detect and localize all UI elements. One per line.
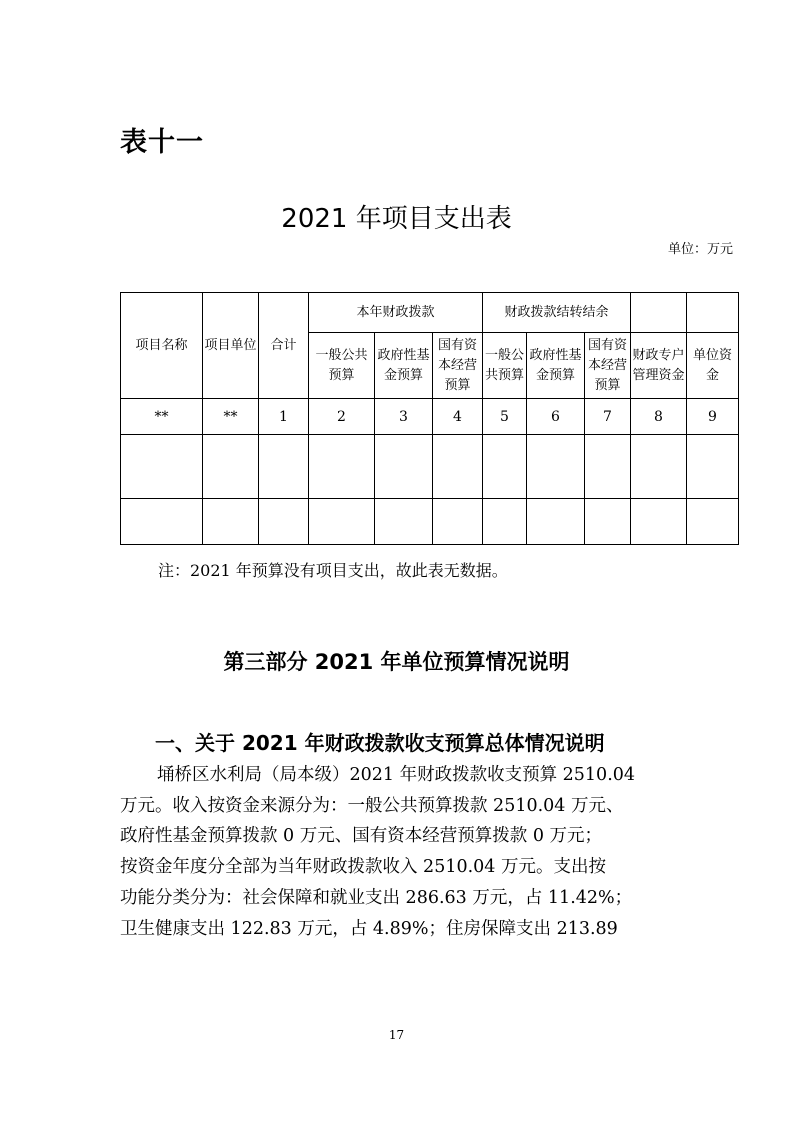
- project-expenditure-table: [120, 292, 739, 545]
- header-carryover-gov-fund-budget: 政府性基 金预算: [527, 333, 585, 399]
- paragraph-line: 功能分类分为：社会保障和就业支出 286.63 万元，占 11.42%；: [120, 887, 633, 908]
- header-total: 合计: [259, 293, 309, 399]
- header-current-year-appropriation: 本年财政拨款: [309, 293, 483, 333]
- part-heading: 第三部分 2021 年单位预算情况说明: [223, 650, 570, 674]
- header-empty-top-8: [631, 293, 687, 333]
- index-cell: 2: [309, 399, 375, 435]
- table-label: 表十一: [120, 127, 204, 158]
- header-special-account-funds: 财政专户 管理资金: [631, 333, 687, 399]
- paragraph-line: 埇桥区水利局（局本级）2021 年财政拨款收支预算 2510.04: [157, 765, 636, 785]
- header-project-name: 项目名称: [121, 293, 203, 399]
- section-heading: 一、关于 2021 年财政拨款收支预算总体情况说明: [155, 731, 605, 755]
- index-cell: 5: [483, 399, 527, 435]
- paragraph-line: 万元。收入按资金来源分为：一般公共预算拨款 2510.04 万元、: [120, 795, 624, 816]
- index-cell: **: [203, 399, 259, 435]
- table-note: 注：2021 年预算没有项目支出，故此表无数据。: [158, 561, 508, 580]
- index-cell: 4: [433, 399, 483, 435]
- index-cell: 6: [527, 399, 585, 435]
- table-index-row: [121, 399, 739, 435]
- index-cell: 3: [375, 399, 433, 435]
- page-number: 17: [388, 1028, 405, 1042]
- header-state-capital-budget: 国有资 本经营 预算: [433, 333, 483, 399]
- index-cell: 7: [585, 399, 631, 435]
- paragraph-line: 政府性基金预算拨款 0 万元、国有资本经营预算拨款 0 万元；: [120, 826, 603, 847]
- header-carryover-general-budget: 一般公 共预算: [483, 333, 527, 399]
- header-empty-top-9: [687, 293, 739, 333]
- unit-label: 单位：万元: [667, 242, 733, 257]
- header-carryover-state-capital-budget: 国有资 本经营 预算: [585, 333, 631, 399]
- paragraph-line: 按资金年度分全部为当年财政拨款收入 2510.04 万元。支出按: [120, 857, 606, 878]
- paragraph-line: 卫生健康支出 122.83 万元，占 4.89%；住房保障支出 213.89: [120, 918, 618, 939]
- table-row-empty: [121, 435, 739, 499]
- body-paragraph: [120, 760, 720, 944]
- header-carryover: 财政拨款结转结余: [483, 293, 631, 333]
- index-cell: 9: [687, 399, 739, 435]
- header-project-unit: 项目单位: [203, 293, 259, 399]
- header-general-budget: 一般公共 预算: [309, 333, 375, 399]
- index-cell: **: [121, 399, 203, 435]
- table-title: 2021 年项目支出表: [281, 204, 512, 234]
- table-row-empty: [121, 499, 739, 545]
- index-cell: 8: [631, 399, 687, 435]
- header-unit-funds: 单位资 金: [687, 333, 739, 399]
- index-cell: 1: [259, 399, 309, 435]
- header-gov-fund-budget: 政府性基 金预算: [375, 333, 433, 399]
